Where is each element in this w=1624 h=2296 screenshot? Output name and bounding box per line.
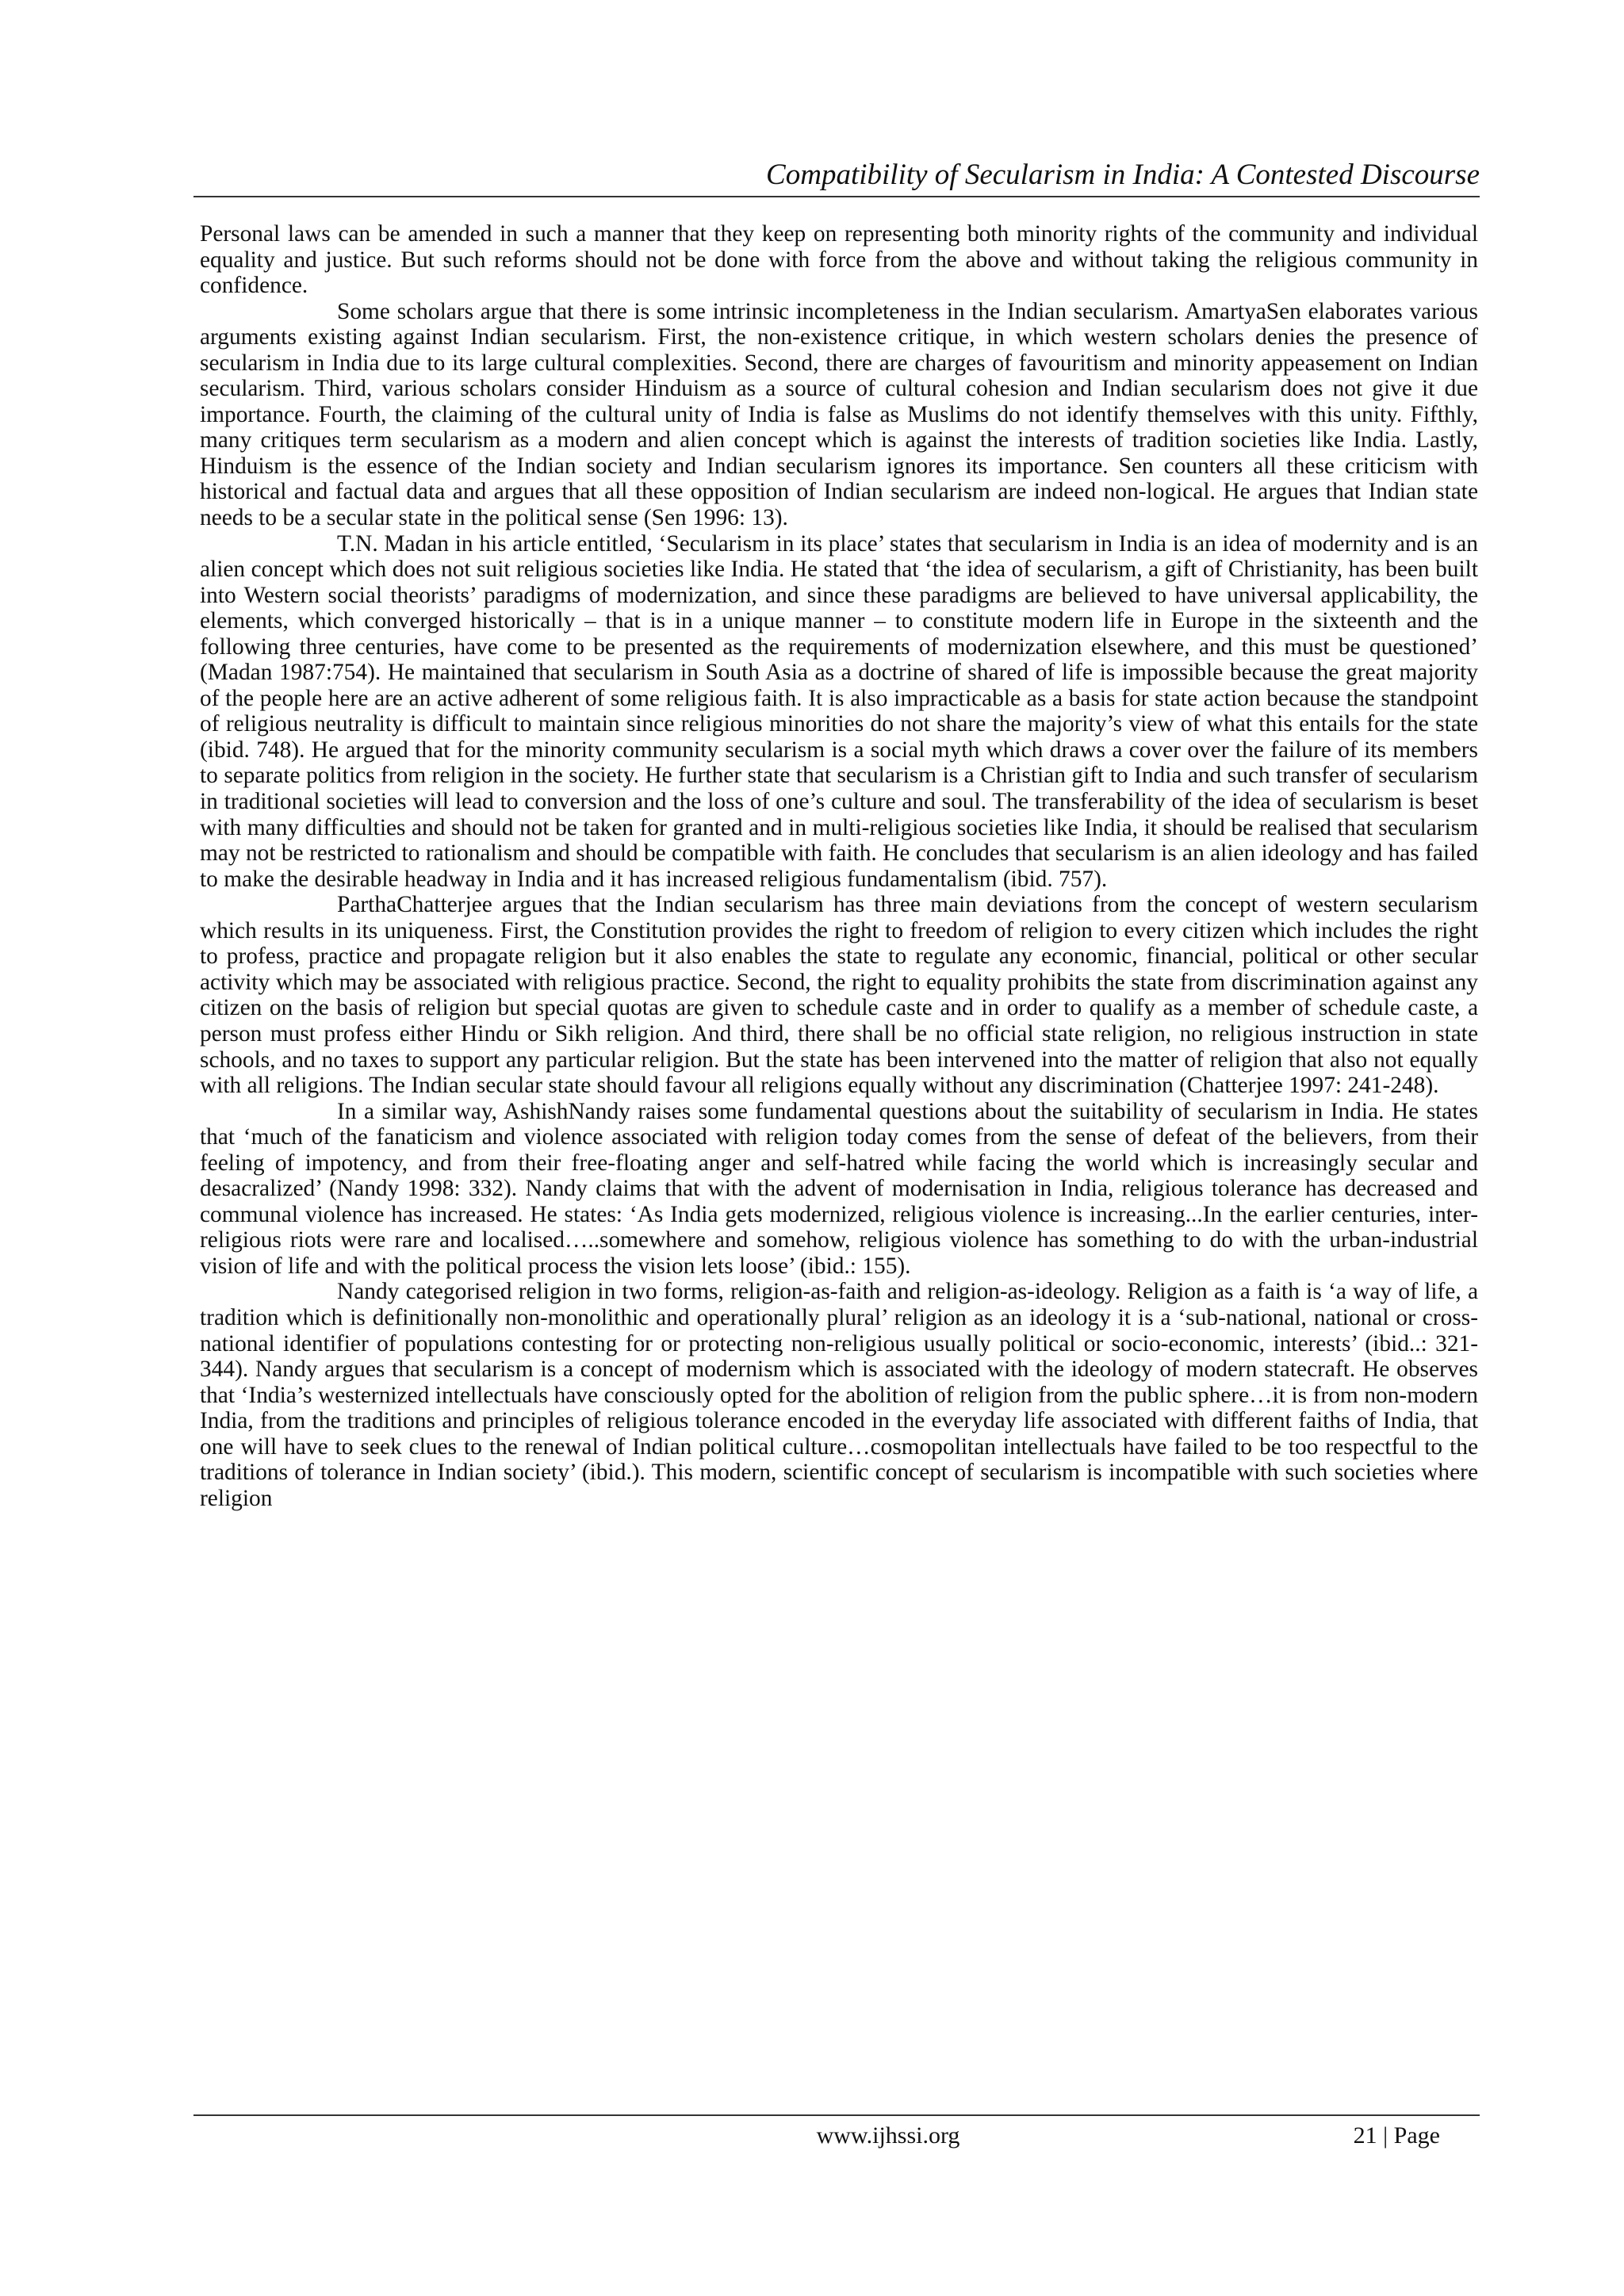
header-divider xyxy=(193,196,1480,197)
paragraph-amartya-sen: Some scholars argue that there is some intrinsic incompleteness in the Indian secularism. AmartyaSen elaborates various arguments existing against Indian secularism. First, the non-existence critique, in which western scholars denies the presence of secularism in India due to its large cultural complexities. Second, there are charges of favouritism and minority appeasement on Indian secularism. Third, various scholars consider Hinduism as a source of cultural cohesion and Indian secularism does not give it due importance. Fourth, the claiming of the cultural unity of India is false as Muslims do not identify themselves with this unity. Fifthly, many critiques term secularism as a modern and alien concept which is against the interests of tradition societies like India. Lastly, Hinduism is the essence of the Indian society and Indian secularism ignores its importance. Sen counters all these criticism with historical and factual data and argues that all these opposition of Indian secularism are indeed non-logical. He argues that Indian state needs to be a secular state in the political sense (Sen 1996: 13). xyxy=(200,298,1478,531)
footer-divider xyxy=(193,2114,1480,2116)
running-header-title: Compatibility of Secularism in India: A Contested Discourse xyxy=(766,159,1480,191)
footer-page-number: 21 | Page xyxy=(1353,2122,1440,2149)
paragraph-nandy-religion-forms: Nandy categorised religion in two forms, religion-as-faith and religion-as-ideology. Religion as a faith is ‘a way of life, a tradition which is definitionally non-monolithic and operationally plural’ religion as an ideology it is a ‘sub-national, national or cross-national identifier of populations contesting for or protecting non-religious usually political or socio-economic, interests’ (ibid..: 321-344). Nandy argues that secularism is a concept of modernism which is associated with the ideology of modern statecraft. He observes that ‘India’s westernized intellectuals have consciously opted for the abolition of religion from the public sphere…it is from non-modern India, from the traditions and principles of religious tolerance encoded in the everyday life associated with different faiths of India, that one will have to seek clues to the renewal of Indian political culture…cosmopolitan intellectuals have failed to be too respectful to the traditions of tolerance in Indian society’ (ibid.). This modern, scientific concept of secularism is incompatible with such societies where religion xyxy=(200,1279,1478,1511)
paragraph-ashish-nandy: In a similar way, AshishNandy raises some fundamental questions about the suitability of secularism in India. He states that ‘much of the fanaticism and violence associated with religion today comes from the sense of defeat of the believers, from their feeling of impotency, and from their free-floating anger and self-hatred while facing the world which is increasingly secular and desacralized’ (Nandy 1998: 332). Nandy claims that with the advent of modernisation in India, religious tolerance has decreased and communal violence has increased. He states: ‘As India gets modernized, religious violence is increasing...In the earlier centuries, inter-religious riots were rare and localised…..somewhere and somehow, religious violence has something to do with the urban-industrial vision of life and with the political process the vision lets loose’ (ibid.: 155). xyxy=(200,1098,1478,1279)
paragraph-tn-madan: T.N. Madan in his article entitled, ‘Secularism in its place’ states that secularism in India is an idea of modernity and is an alien concept which does not suit religious societies like India. He stated that ‘the idea of secularism, a gift of Christianity, has been built into Western social theorists’ paradigms of modernization, and since these paradigms are believed to have universal applicability, the elements, which converged historically – that is in a unique manner – to constitute modern life in Europe in the sixteenth and the following three centuries, have come to be presented as the requirements of modernization elsewhere, and this must be questioned’ (Madan 1987:754). He maintained that secularism in South Asia as a doctrine of shared of life is impossible because the great majority of the people here are an active adherent of some religious faith. It is also impracticable as a basis for state action because the standpoint of religious neutrality is difficult to maintain since religious minorities do not share the majority’s view of what this entails for the state (ibid. 748). He argued that for the minority community secularism is a social myth which draws a cover over the failure of its members to separate politics from religion in the society. He further state that secularism is a Christian gift to India and such transfer of secularism in traditional societies will lead to conversion and the loss of one’s culture and soul. The transferability of the idea of secularism is beset with many difficulties and should not be taken for granted and in multi-religious societies like India, it should be realised that secularism may not be restricted to rationalism and should be compatible with faith. He concludes that secularism is an alien ideology and has failed to make the desirable headway in India and it has increased religious fundamentalism (ibid. 757). xyxy=(200,530,1478,892)
paragraph-personal-laws: Personal laws can be amended in such a manner that they keep on representing both minority rights of the community and individual equality and justice. But such reforms should not be done with force from the above and without taking the religious community in confidence. xyxy=(200,221,1478,299)
paragraph-partha-chatterjee: ParthaChatterjee argues that the Indian secularism has three main deviations from the concept of western secularism which results in its uniqueness. First, the Constitution provides the right to freedom of religion to every citizen which includes the right to profess, practice and propagate religion but it also enables the state to regulate any economic, financial, political or other secular activity which may be associated with religious practice. Second, the right to equality prohibits the state from discrimination against any citizen on the basis of religion but special quotas are given to schedule caste and in order to qualify as a member of schedule caste, a person must profess either Hindu or Sikh religion. And third, there shall be no official state religion, no religious instruction in state schools, and no taxes to support any particular religion. But the state has been intervened into the matter of religion that also not equally with all religions. The Indian secular state should favour all religions equally without any discrimination (Chatterjee 1997: 241-248). xyxy=(200,892,1478,1099)
article-body xyxy=(200,221,1478,1511)
footer-website-link[interactable]: www.ijhssi.org xyxy=(816,2122,960,2149)
